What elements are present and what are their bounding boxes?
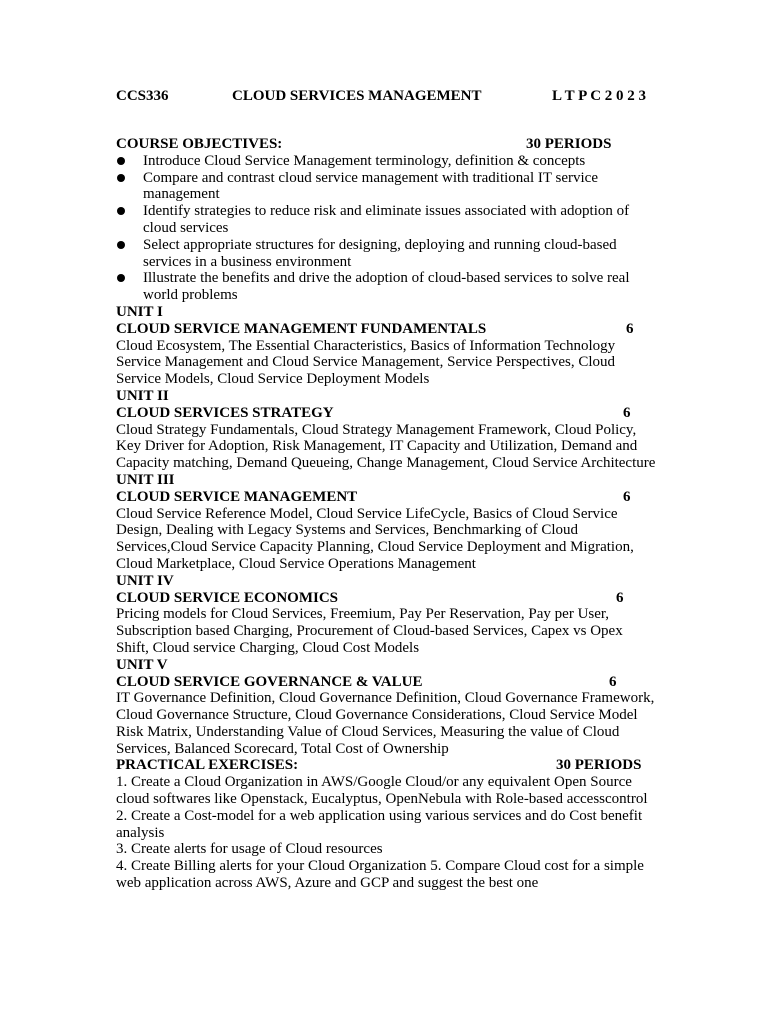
unit-title: CLOUD SERVICE MANAGEMENT [116, 488, 358, 505]
unit-label: UNIT IV [116, 572, 174, 589]
practical-heading: PRACTICAL EXERCISES: [116, 757, 299, 774]
unit-hours: 6 [616, 589, 624, 606]
course-title: CLOUD SERVICES MANAGEMENT [232, 88, 482, 104]
practical-line: 4. Create Billing alerts for your Cloud Organization 5. Compare Cloud cost for a simple web application across AWS, Azure and GCP and suggest the best one [116, 858, 644, 892]
unit-hours: 6 [623, 404, 631, 421]
course-header [116, 88, 656, 106]
unit-label: UNIT III [116, 471, 175, 488]
unit-hours: 6 [626, 320, 634, 337]
bullet-icon [117, 241, 125, 249]
objectives-periods: 30 PERIODS [526, 136, 612, 152]
unit-content: IT Governance Definition, Cloud Governance Definition, Cloud Governance Framework, Cloud Governance Structure, Cloud Governance Considerations, Cloud Service Model Risk Matrix, Understanding Value of Cloud Services, Measuring the value of Cloud Services, Balanced Scorecard, Total Cost of Ownership [116, 690, 655, 757]
unit-title: CLOUD SERVICES STRATEGY [116, 404, 334, 421]
practical-line: 2. Create a Cost-model for a web application using various services and do Cost benefit analysis [116, 807, 643, 841]
course-code: CCS336 [116, 88, 169, 104]
bullet-icon [117, 207, 125, 215]
syllabus-page [116, 88, 656, 892]
practical-heading-row [116, 757, 656, 774]
objective-item: Compare and contrast cloud service management with traditional IT service management [116, 170, 656, 204]
practical-line: 3. Create alerts for usage of Cloud resources [116, 841, 383, 858]
objective-item: Identify strategies to reduce risk and eliminate issues associated with adoption of cloud services [116, 203, 656, 237]
unit-title-row [116, 590, 656, 607]
objective-item: Illustrate the benefits and drive the adoption of cloud-based services to solve real world problems [116, 270, 656, 304]
objective-item: Select appropriate structures for designing, deploying and running cloud-based services in a business environment [116, 237, 656, 271]
unit-title-row [116, 674, 656, 691]
unit-title-row [116, 489, 656, 506]
objectives-list [116, 153, 656, 304]
unit-title-row [116, 321, 656, 338]
unit-content: Pricing models for Cloud Services, Freemium, Pay Per Reservation, Pay per User, Subscription based Charging, Procurement of Cloud-based Services, Capex vs Opex Shift, Cloud service Charging, Cloud Cost Models [116, 606, 623, 656]
unit-hours: 6 [609, 673, 617, 690]
unit-title: CLOUD SERVICE GOVERNANCE & VALUE [116, 673, 423, 690]
practical-line: 1. Create a Cloud Organization in AWS/Google Cloud/or any equivalent Open Source cloud softwares like Openstack, Eucalyptus, OpenNebula with Role-based accesscontrol [116, 774, 648, 808]
bullet-icon [117, 157, 125, 165]
objectives-heading: COURSE OBJECTIVES: [116, 136, 283, 152]
unit-content: Cloud Service Reference Model, Cloud Service LifeCycle, Basics of Cloud Service Design, Dealing with Legacy Systems and Services, Benchmarking of Cloud Services,Cloud Service Capacity Planning, Cloud Service Deployment and Migration, Cloud Marketplace, Cloud Service Operations Management [116, 505, 634, 572]
unit-hours: 6 [623, 488, 631, 505]
objectives-heading-row [116, 136, 656, 153]
bullet-icon [117, 274, 125, 282]
bullet-icon [117, 174, 125, 182]
objective-item: Introduce Cloud Service Management terminology, definition & concepts [116, 153, 656, 170]
unit-content: Cloud Ecosystem, The Essential Characteristics, Basics of Information Technology Service Management and Cloud Service Management, Service Perspectives, Cloud Service Models, Cloud Service Deployment Models [116, 337, 616, 388]
unit-label: UNIT I [116, 303, 163, 320]
unit-label: UNIT II [116, 387, 169, 404]
unit-title: CLOUD SERVICE MANAGEMENT FUNDAMENTALS [116, 320, 487, 337]
unit-title-row [116, 405, 656, 422]
unit-content: Cloud Strategy Fundamentals, Cloud Strategy Management Framework, Cloud Policy, Key Driver for Adoption, Risk Management, IT Capacity and Utilization, Demand and Capacity matching, Demand Queueing, Change Management, Cloud Service Architecture [116, 421, 656, 472]
practical-periods: 30 PERIODS [556, 757, 642, 774]
unit-label: UNIT V [116, 656, 168, 673]
course-ltpc: L T P C 2 0 2 3 [552, 88, 647, 104]
unit-title: CLOUD SERVICE ECONOMICS [116, 589, 339, 606]
